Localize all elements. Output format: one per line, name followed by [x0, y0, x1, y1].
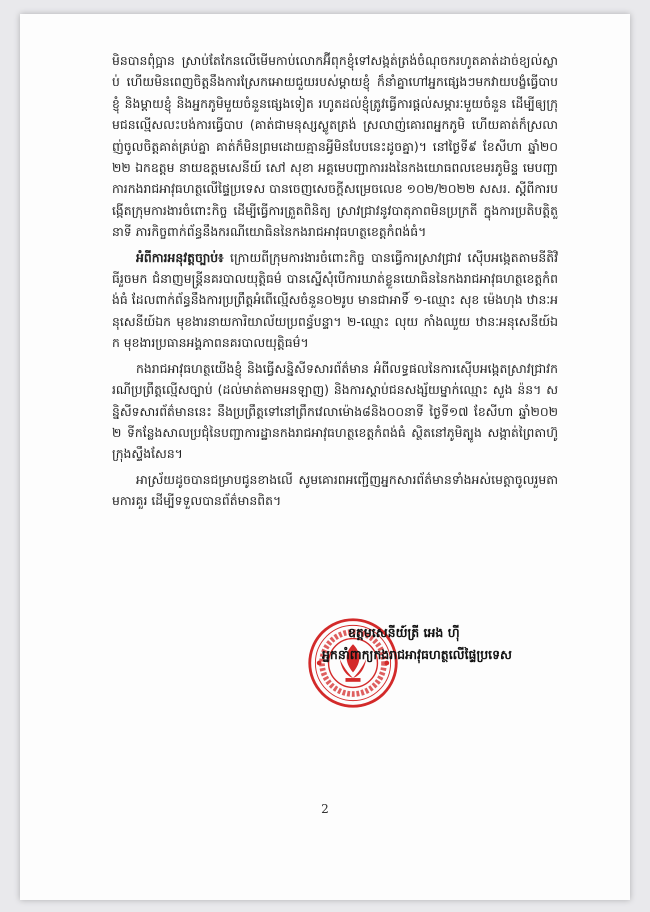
signatory-title: អ្នកនាំពាក្យកងរាជអាវុធហត្ថលើផ្ទៃប្រទេស — [322, 647, 512, 662]
paragraph-lead: អំពីការអនុវត្តច្បាប់៖ — [136, 249, 224, 265]
paragraph-text: កងរាជអាវុធហត្ថយើងខ្ញុំ និងធ្វើសន្និសីទសារព័ត៌មាន អំពីលទ្ធផលនៃការស៊ើបអង្កេតស្រាវជ្រាវករណីប្រព្រឹត្តល្មើសច្បាប់ (ដល់មាត់តាមអនឡាញ) និងការស្ដាប់ជនសង្ស័យម្នាក់ឈ្មោះ សួង ន៉ន។ សន្និសីទសារព័ត៌មាននេះ នឹងប្រព្រឹត្តទៅនៅព្រឹកវេលាម៉ោង៨និង០០នាទី ថ្ងៃទី១៧ ខែសីហា ឆ្នាំ២០២២ ទីកន្លែងសាលប្រជុំនៃបញ្ជាការដ្ឋានកងរាជអាវុធហត្ថខេត្តកំពង់ធំ ស្ថិតនៅភូមិត្បូង សង្កាត់ព្រៃតាហ៊ូ ក្រុងស្ទឹងសែន។ — [112, 360, 558, 462]
paragraph-3 — [112, 358, 558, 465]
document-page — [20, 14, 630, 900]
paragraph-text: ក្រោយពីក្រុមការងារចំពោះកិច្ច បានធ្វើការស្រាវជ្រាវ ស៊ើបអង្កេតតាមនីតិវិធីរួចមក ជំនាញមន្ត្រីនគរបាលយុត្តិធម៌ បានស្នើសុំបើការឃាត់ខ្លួនយោធិននៃកងរាជអាវុធហត្ថខេត្តកំពង់ធំ ដែលពាក់ព័ន្ធនឹងការប្រព្រឹត្តអំពើល្មើសចំនួន០២រូប មានជាអាទិ៍ ១-ឈ្មោះ សុខ ម៉េងហុង ឋានៈអនុសេនីយ៍ឯក មុខងារនាយការិយាល័យប្រពន្ធ័បន្ទា។ ២-ឈ្មោះ លុយ កាំងឈួយ ឋានៈអនុសេនីយ៍ឯក មុខងារប្រធានអង្គភាពនគរបាលយុត្តិធម៌។ — [112, 249, 558, 351]
paragraph-text: អាស្រ័យដូចបានជម្រាបជូនខាងលើ សូមគោរពអញ្ជើញអ្នកសារព័ត៌មានទាំងអស់មេត្តាចូលរួមតាមការគួរ ដើម្បីទទួលបានព័ត៌មានពិត។ — [112, 471, 558, 509]
signatory-name: ឧត្តមសេនីយ៍ត្រី អេង ហ៊ី — [348, 625, 460, 640]
paragraph-4 — [112, 469, 558, 512]
paragraph-2 — [112, 247, 558, 354]
page-number: 2 — [321, 802, 329, 816]
document-body — [112, 50, 558, 516]
paragraph-text: មិនបានពុំប្អាន ស្រាប់តែកែនលើមើមកាប់លោកអ៊ីពុកខ្ញុំទៅសង្កត់ត្រង់ចំណុចករហូតគាត់ដាច់ខ្យល់ស្លាប់ ហើយមិនពេញចិត្តនឹងការស្រែកអោយជួយរបស់ម្ដាយខ្ញុំ ក៏នាំគ្នាហៅអ្នកផ្សេងៗមកវាយបង្ខំធ្វើបាបខ្ញុំ និងម្ដាយខ្ញុំ និងអ្នកភូមិមួយចំនួនផ្សេងទៀត រហូតដល់ខ្ញុំត្រូវធ្វើការផ្ដល់សម្ភារៈមួយចំនួន ដើម្បីឲ្យក្រុមជនល្មើសលះបង់ការធ្វើបាប (គាត់ជាមនុស្សស្លូតត្រង់ ស្រលាញ់គោរពអ្នកភូមិ ហើយគាត់ក៏ស្រលាញ់ចូលចិត្តគាត់គ្រប់គ្នា គាត់ក៏មិនព្រមដោយគ្មានអ្វីមិនបែបនេះដូចគ្នា)។ នៅថ្ងៃទី៩ ខែសីហា ឆ្នាំ២០២២ ឯកឧត្តម នាយឧត្តមសេនីយ៍ សៅ សុខា អគ្គមេបញ្ជាការរងនៃកងយោធពលខេមរភូមិន្ទ មេបញ្ជាការកងរាជអាវុធហត្ថលើផ្ទៃប្រទេស បានចេញសេចក្ដីសម្រេចលេខ ១០២/២០២២ សសរ. ស្ដីពីការបង្កើតក្រុមការងារចំពោះកិច្ច ដើម្បីធ្វើការត្រួតពិនិត្យ ស្រាវជ្រាវនូវបាតុភាពមិនប្រក្រតី ក្នុងការប្រតិបត្តិតួនាទី ភារកិច្ចពាក់ព័ន្ធនឹងករណីយោធិននៃកងរាជអាវុធហត្ថខេត្តកំពង់ធំ។ — [112, 53, 558, 240]
signature-block — [310, 622, 630, 666]
paragraph-1 — [112, 50, 558, 243]
